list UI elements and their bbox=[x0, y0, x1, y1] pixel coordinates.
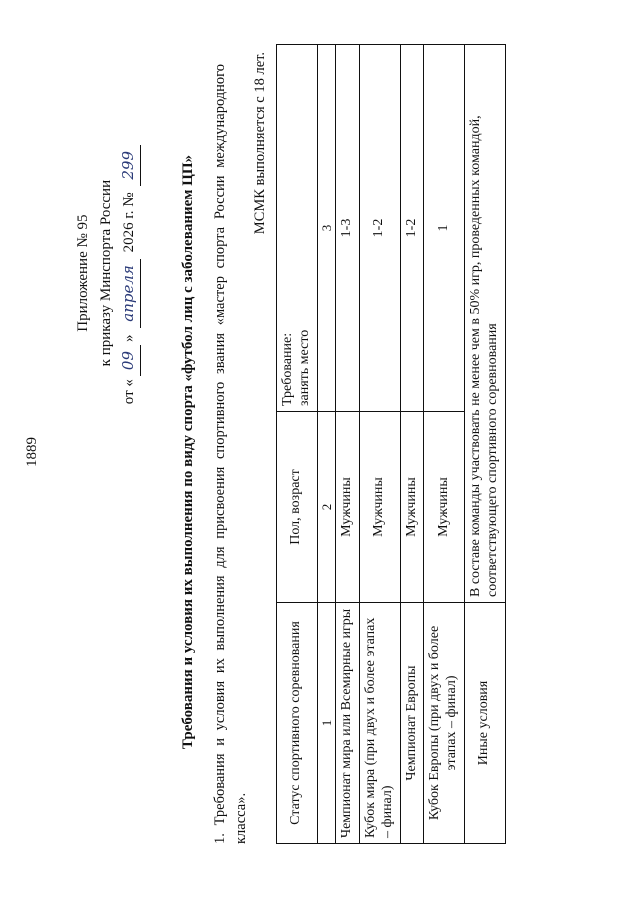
table-row bbox=[424, 45, 465, 844]
header-status: Статус спортивного соревнования bbox=[277, 603, 318, 844]
order-number-handwritten: 299 bbox=[117, 145, 141, 186]
row-status: Кубок мира (при двух и более этапах – финал) bbox=[359, 603, 400, 844]
table-row bbox=[336, 45, 360, 844]
intro-paragraph: 1. Требования и условия их выполнения для присвоения спортивного звания «мастер спорта России международного класса». bbox=[212, 64, 250, 844]
row-gender: Мужчины bbox=[336, 412, 360, 603]
table-row-other-conditions bbox=[464, 45, 505, 844]
row-place: 1-3 bbox=[336, 45, 360, 412]
row-status: Чемпионат Европы bbox=[400, 603, 424, 844]
other-conditions-text: В составе команды участвовать не менее чем в 50% игр, проведенных командой, соответствующего спортивного соревнования bbox=[464, 45, 505, 603]
appendix-title: Приложение № 95 bbox=[75, 214, 91, 332]
row-gender: Мужчины bbox=[400, 412, 424, 603]
column-number: 3 bbox=[317, 45, 336, 412]
table-numbering-row bbox=[317, 45, 336, 844]
row-gender: Мужчины bbox=[359, 412, 400, 603]
order-month-handwritten: апреля bbox=[117, 259, 141, 328]
header-requirement-text: Требование: занять место bbox=[280, 329, 312, 406]
table-row bbox=[400, 45, 424, 844]
row-gender: Мужчины bbox=[424, 412, 465, 603]
row-place: 1 bbox=[424, 45, 465, 412]
age-note: МСМК выполняется с 18 лет. bbox=[252, 52, 268, 235]
header-requirement bbox=[277, 45, 318, 412]
column-number: 1 bbox=[317, 603, 336, 844]
document-page bbox=[20, 22, 620, 882]
row-status: Кубок Европы (при двух и более этапах – финал) bbox=[424, 603, 465, 844]
document-title: Требования и условия их выполнения по виду спорта «футбол лиц с заболеванием ЦП» bbox=[180, 154, 196, 750]
table-header-row bbox=[277, 45, 318, 844]
order-date-mid: » bbox=[121, 334, 137, 342]
row-status: Чемпионат мира или Всемирные игры bbox=[336, 603, 360, 844]
page-number: 1889 bbox=[24, 437, 40, 467]
order-date-line bbox=[117, 142, 141, 404]
row-place: 1-2 bbox=[400, 45, 424, 412]
requirements-table bbox=[276, 44, 506, 844]
other-conditions-label: Иные условия bbox=[464, 603, 505, 844]
table-row bbox=[359, 45, 400, 844]
header-gender-age: Пол, возраст bbox=[277, 412, 318, 603]
appendix-order-reference: к приказу Минспорта России bbox=[97, 179, 114, 367]
order-date-prefix: от « bbox=[121, 379, 137, 405]
column-number: 2 bbox=[317, 412, 336, 603]
order-year: 2026 г. № bbox=[121, 192, 137, 253]
appendix-block bbox=[72, 142, 141, 404]
order-day-handwritten: 09 bbox=[117, 345, 141, 376]
row-place: 1-2 bbox=[359, 45, 400, 412]
